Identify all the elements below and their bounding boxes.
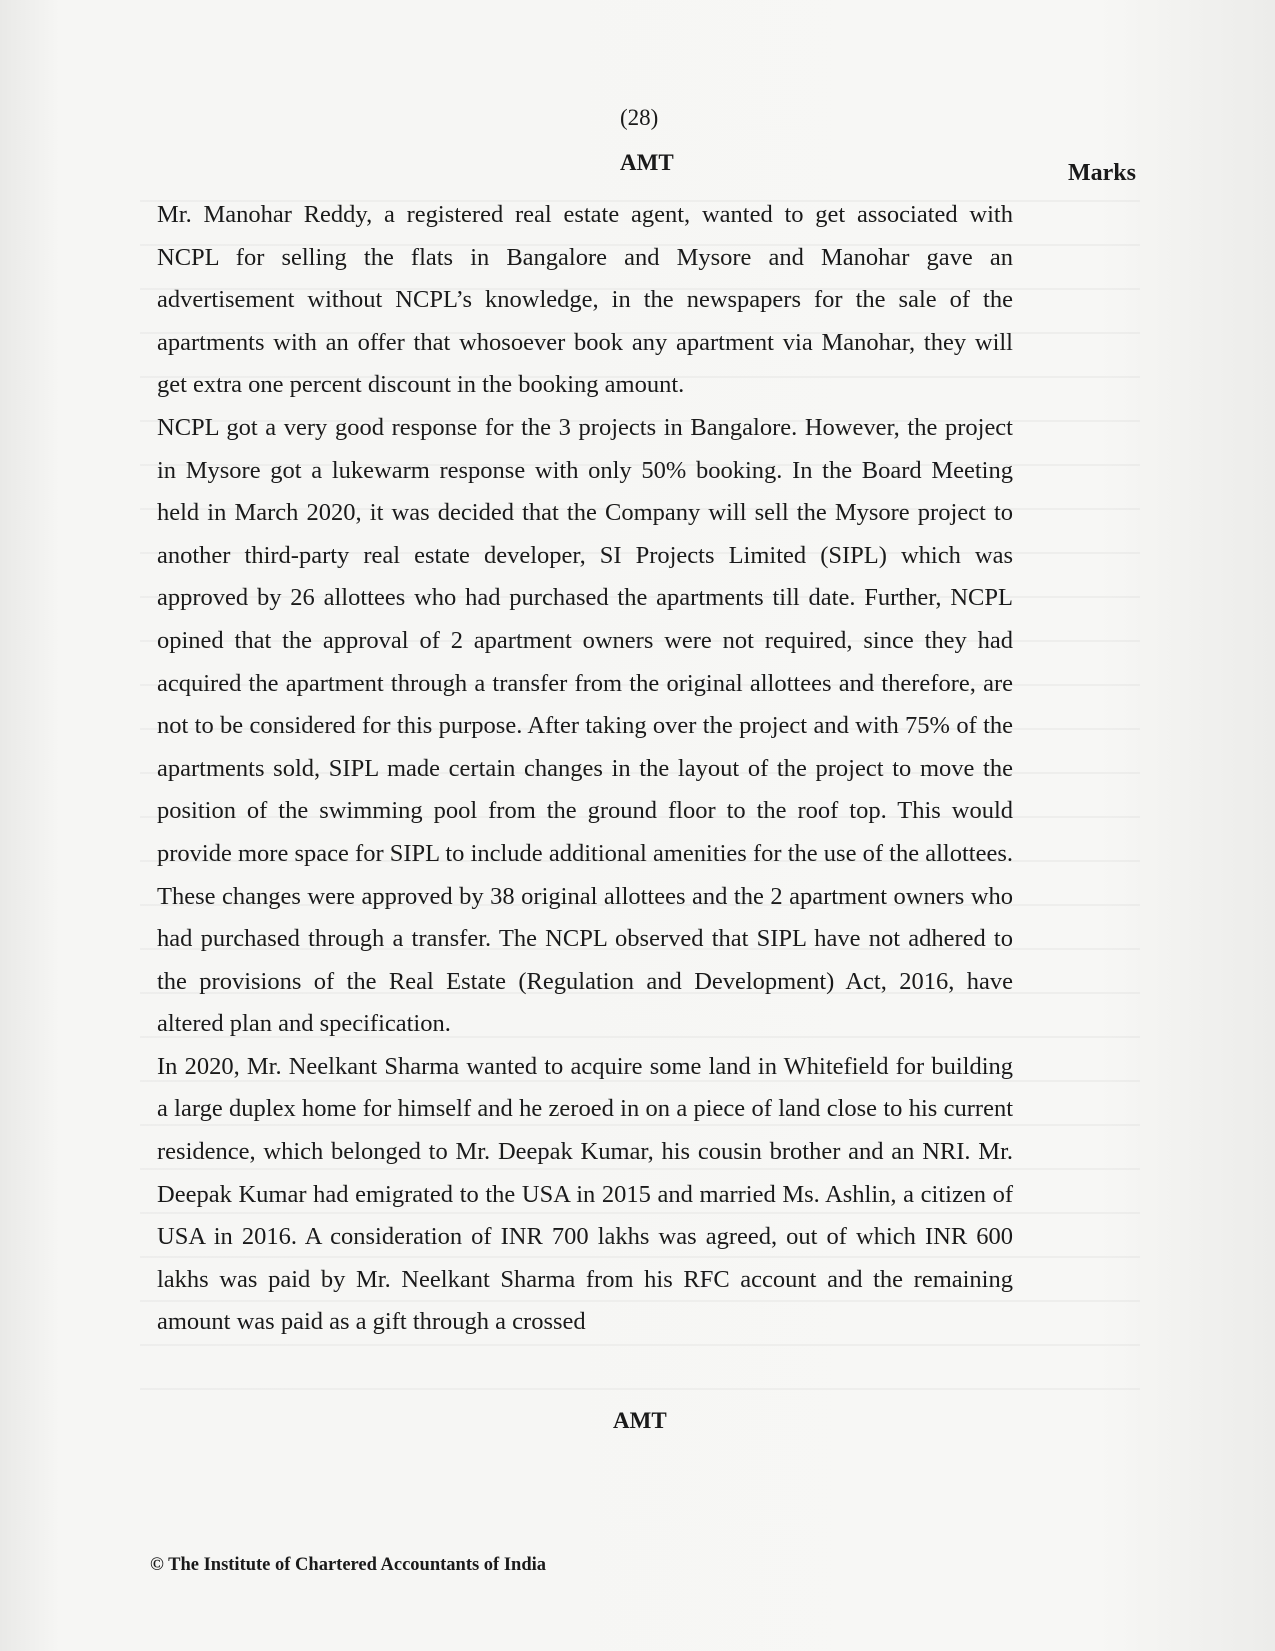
footer-paper-code: AMT [613,1408,667,1433]
marks-column-label: Marks [1068,160,1136,186]
paragraph-real-estate-agent: Mr. Manohar Reddy, a registered real estate agent, wanted to get associated with NCPL for selling the flats in Bangalore and Mysore and Manohar gave an advertisement without NCPL’s knowledge, in the newspapers for the sale of the apartments with an offer that whosoever book any apartment via Manohar, they will get extra one percent discount in the booking amount. [157,201,1013,399]
paragraph-mysore-project: NCPL got a very good response for the 3 projects in Bangalore. However, the project in Mysore got a lukewarm response with only 50% booking. In the Board Meeting held in March 2020, it was decided that the Company will sell the Mysore project to another third-party real estate developer, SI Projects Limited (SIPL) which was approved by 26 allottees who had purchased the apartments till date. Further, NCPL opined that the approval of 2 apartment owners were not required, since they had acquired the apartment through a transfer from the original allottees and therefore, are not to be considered for this purpose. After taking over the project and with 75% of the apartments sold, SIPL made certain changes in the layout of the project to move the position of the swimming pool from the ground floor to the roof top. This would provide more space for SIPL to include additional amenities for the use of the allottees. These changes were approved by 38 original allottees and the 2 apartment owners who had purchased through a transfer. The NCPL observed that SIPL have not adhered to the provisions of the Real Estate (Regulation and Development) Act, 2016, have altered plan and specification. [157,413,1013,1038]
question-body [157,194,1013,1344]
copyright-notice: © The Institute of Chartered Accountants of India [150,1555,547,1575]
header-paper-code: AMT [620,150,674,175]
paragraph-land-acquisition: In 2020, Mr. Neelkant Sharma wanted to acquire some land in Whitefield for building a large duplex home for himself and he zeroed in on a piece of land close to his current residence, which belonged to Mr. Deepak Kumar, his cousin brother and an NRI. Mr. Deepak Kumar had emigrated to the USA in 2015 and married Ms. Ashlin, a citizen of USA in 2016. A consideration of INR 700 lakhs was agreed, out of which INR 600 lakhs was paid by Mr. Neelkant Sharma from his RFC account and the remaining amount was paid as a gift through a crossed [157,1052,1013,1336]
page-number: (28) [620,105,659,130]
